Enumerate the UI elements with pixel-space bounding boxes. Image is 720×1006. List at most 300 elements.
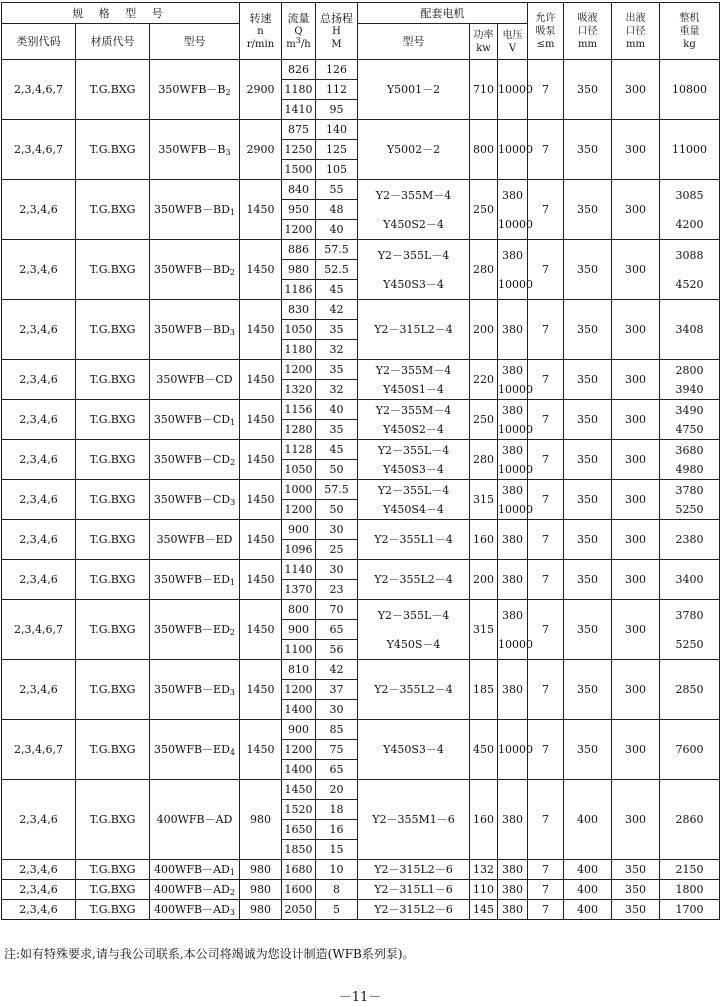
weight-cell (660, 360, 720, 400)
model-name: 350WFB－ED (154, 573, 230, 586)
weight-cell-value: 5250 (675, 502, 704, 516)
voltage-cell-value: 10000 (498, 743, 533, 756)
model-name: 350WFB－B (158, 143, 226, 156)
flow-cell: 1250 (282, 140, 316, 160)
head-cell: 42 (316, 660, 358, 680)
inlet-cell: 350 (564, 240, 612, 300)
motor-model-cell-value: Y2－355M－4 (375, 363, 452, 377)
voltage-cell (498, 560, 528, 600)
speed-cell: 1450 (240, 480, 282, 520)
flow-cell: 1850 (282, 840, 316, 860)
flow-cell: 1450 (282, 780, 316, 800)
model-cell (150, 720, 240, 780)
flow-cell: 1200 (282, 500, 316, 520)
motor-model-cell-value: Y2－355L－4 (377, 483, 450, 497)
table-row (2, 520, 720, 540)
suction-allow-cell: 7 (528, 900, 564, 920)
motor-model-cell-value: Y2－355M－4 (375, 403, 452, 417)
suction-allow-header: 允许 吸泵 ≤m (528, 3, 564, 60)
inlet-cell: 350 (564, 400, 612, 440)
speed-cell: 980 (240, 900, 282, 920)
motor-model-cell-value: Y450S3－4 (383, 277, 444, 291)
speed-cell: 1450 (240, 520, 282, 560)
inlet-cell: 400 (564, 880, 612, 900)
category-code-cell: 2,3,4,6 (2, 880, 76, 900)
power-cell: 315 (470, 600, 498, 660)
motor-model-cell (358, 60, 470, 120)
model-cell (150, 900, 240, 920)
model-cell (150, 300, 240, 360)
weight-cell-value: 2150 (675, 863, 704, 876)
category-code-cell: 2,3,4,6 (2, 360, 76, 400)
head-cell: 50 (316, 460, 358, 480)
table-row (2, 440, 720, 460)
model-name: 350WFB－ED (154, 743, 230, 756)
weight-cell-value: 3088 (675, 248, 704, 262)
table-row (2, 120, 720, 140)
flow-cell: 1180 (282, 80, 316, 100)
voltage-cell-value: 10000 (498, 502, 533, 516)
model-subscript: 1 (230, 418, 236, 427)
suction-allow-cell: 7 (528, 780, 564, 860)
weight-cell (660, 660, 720, 720)
weight-cell-value: 5250 (675, 637, 704, 651)
speed-cell: 1450 (240, 660, 282, 720)
head-cell: 32 (316, 380, 358, 400)
motor-model-cell-value: Y450S1－4 (383, 382, 444, 396)
head-cell: 65 (316, 760, 358, 780)
weight-cell-value: 7600 (675, 743, 704, 756)
flow-cell: 1186 (282, 280, 316, 300)
model-name: 350WFB－ED (156, 533, 233, 546)
voltage-cell-value: 380 (502, 608, 523, 622)
motor-model-cell-value: Y450S3－4 (383, 743, 444, 756)
motor-model-cell (358, 240, 470, 300)
category-code-cell: 2,3,4,6,7 (2, 600, 76, 660)
inlet-cell: 350 (564, 120, 612, 180)
voltage-cell-value: 380 (502, 483, 523, 497)
weight-cell-value: 4520 (675, 277, 704, 291)
motor-model-cell (358, 780, 470, 860)
material-code-cell: T.G.BXG (76, 560, 150, 600)
voltage-cell-value: 10000 (498, 637, 533, 651)
weight-cell-value: 3408 (675, 323, 704, 336)
motor-model-cell-value: Y450S2－4 (383, 217, 444, 231)
material-code-cell: T.G.BXG (76, 780, 150, 860)
outlet-cell: 300 (612, 300, 660, 360)
voltage-cell (498, 880, 528, 900)
model-name: 350WFB－BD (153, 203, 230, 216)
weight-cell-value: 3780 (675, 608, 704, 622)
table-row (2, 560, 720, 580)
head-cell: 5 (316, 900, 358, 920)
model-cell (150, 560, 240, 600)
flow-cell: 900 (282, 620, 316, 640)
flow-cell: 950 (282, 200, 316, 220)
outlet-cell: 300 (612, 120, 660, 180)
motor-model-cell (358, 480, 470, 520)
suction-allow-cell: 7 (528, 720, 564, 780)
flow-cell: 1128 (282, 440, 316, 460)
model-cell (150, 480, 240, 520)
category-code-cell: 2,3,4,6 (2, 440, 76, 480)
head-cell: 20 (316, 780, 358, 800)
category-code-cell: 2,3,4,6 (2, 180, 76, 240)
model-name: 400WFB－AD (154, 903, 230, 916)
model-name: 350WFB－B (158, 83, 226, 96)
speed-cell: 1450 (240, 360, 282, 400)
inlet-cell: 400 (564, 900, 612, 920)
outlet-cell: 300 (612, 520, 660, 560)
power-cell: 185 (470, 660, 498, 720)
model-name: 350WFB－CD (153, 493, 231, 506)
suction-allow-cell: 7 (528, 240, 564, 300)
power-cell: 160 (470, 780, 498, 860)
voltage-cell-value: 380 (502, 403, 523, 417)
weight-cell (660, 300, 720, 360)
inlet-cell: 350 (564, 300, 612, 360)
head-cell: 37 (316, 680, 358, 700)
outlet-cell: 350 (612, 900, 660, 920)
motor-model-cell (358, 560, 470, 600)
weight-cell-value: 2860 (675, 813, 704, 826)
model-cell (150, 880, 240, 900)
speed-cell: 2900 (240, 120, 282, 180)
suction-allow-cell: 7 (528, 560, 564, 600)
table-row (2, 860, 720, 880)
motor-model-cell (358, 180, 470, 240)
model-name: 400WFB－AD (154, 883, 230, 896)
suction-allow-cell: 7 (528, 120, 564, 180)
weight-cell (660, 400, 720, 440)
weight-cell-value: 11000 (672, 143, 707, 156)
head-cell: 30 (316, 700, 358, 720)
table-row (2, 300, 720, 320)
outlet-cell: 300 (612, 660, 660, 720)
flow-cell: 2050 (282, 900, 316, 920)
weight-cell (660, 900, 720, 920)
voltage-cell-value: 380 (502, 188, 523, 202)
outlet-cell: 300 (612, 60, 660, 120)
flow-cell: 1520 (282, 800, 316, 820)
power-cell: 220 (470, 360, 498, 400)
power-cell: 160 (470, 520, 498, 560)
material-code-cell: T.G.BXG (76, 660, 150, 720)
model-cell (150, 780, 240, 860)
weight-cell-value: 3085 (675, 188, 704, 202)
page-number: －11－ (338, 990, 382, 1005)
head-cell: 30 (316, 520, 358, 540)
inlet-cell: 350 (564, 60, 612, 120)
motor-model-cell-value: Y2－315L1－6 (374, 883, 453, 896)
suction-allow-cell: 7 (528, 520, 564, 560)
motor-model-cell-value: Y2－355L2－4 (374, 683, 453, 696)
model-subscript: 2 (230, 458, 236, 467)
speed-cell: 980 (240, 860, 282, 880)
motor-group-header: 配套电机 (358, 3, 528, 24)
category-code-cell: 2,3,4,6,7 (2, 720, 76, 780)
model-name: 350WFB－CD (153, 453, 231, 466)
head-cell: 65 (316, 620, 358, 640)
head-cell: 15 (316, 840, 358, 860)
suction-allow-cell: 7 (528, 440, 564, 480)
model-cell (150, 60, 240, 120)
category-code-cell: 2,3,4,6 (2, 860, 76, 880)
inlet-cell: 350 (564, 720, 612, 780)
material-code-cell: T.G.BXG (76, 180, 150, 240)
outlet-cell: 350 (612, 880, 660, 900)
model-subscript: 3 (225, 148, 231, 157)
flow-cell: 1680 (282, 860, 316, 880)
flow-cell: 1280 (282, 420, 316, 440)
weight-cell-value: 3490 (675, 403, 704, 417)
material-code-cell: T.G.BXG (76, 520, 150, 560)
weight-header: 整机 重量 kg (660, 3, 720, 60)
table-row (2, 600, 720, 620)
category-code-cell: 2,3,4,6 (2, 520, 76, 560)
table-row (2, 900, 720, 920)
power-cell: 250 (470, 400, 498, 440)
voltage-cell (498, 480, 533, 520)
suction-allow-cell: 7 (528, 400, 564, 440)
voltage-cell (498, 520, 528, 560)
suction-allow-cell: 7 (528, 860, 564, 880)
flow-cell: 800 (282, 600, 316, 620)
voltage-cell (498, 180, 533, 240)
voltage-cell (498, 360, 533, 400)
outlet-cell: 300 (612, 180, 660, 240)
voltage-header: 电压 V (498, 24, 528, 60)
motor-model-cell-value: Y2－355L－4 (377, 443, 450, 457)
voltage-cell (498, 400, 533, 440)
weight-cell-value: 3780 (675, 483, 704, 497)
motor-model-cell-value: Y2－315L2－6 (374, 903, 453, 916)
speed-cell: 980 (240, 880, 282, 900)
weight-cell (660, 240, 720, 300)
flow-cell: 875 (282, 120, 316, 140)
voltage-cell-value: 10000 (498, 382, 533, 396)
model-header: 型号 (150, 24, 240, 60)
model-subscript: 1 (229, 868, 235, 877)
model-cell (150, 440, 240, 480)
model-subscript: 2 (229, 628, 235, 637)
head-cell: 8 (316, 880, 358, 900)
suction-allow-cell: 7 (528, 600, 564, 660)
model-subscript: 2 (229, 268, 235, 277)
voltage-cell (498, 300, 528, 360)
voltage-cell (498, 720, 533, 780)
model-subscript: 1 (229, 578, 235, 587)
head-cell: 10 (316, 860, 358, 880)
flow-cell: 1370 (282, 580, 316, 600)
motor-model-cell-value: Y2－315L2－4 (374, 323, 453, 336)
motor-model-header: 型号 (358, 24, 470, 60)
flow-cell: 1156 (282, 400, 316, 420)
head-cell: 126 (316, 60, 358, 80)
model-name: 350WFB－CD (156, 373, 233, 386)
head-cell: 55 (316, 180, 358, 200)
motor-model-cell (358, 300, 470, 360)
weight-cell-value: 1700 (675, 903, 704, 916)
head-cell: 40 (316, 400, 358, 420)
head-cell: 52.5 (316, 260, 358, 280)
power-cell: 145 (470, 900, 498, 920)
category-code-cell: 2,3,4,6 (2, 780, 76, 860)
power-cell: 132 (470, 860, 498, 880)
motor-model-cell-value: Y2－315L2－6 (374, 863, 453, 876)
power-cell: 110 (470, 880, 498, 900)
motor-model-cell (358, 720, 470, 780)
voltage-cell (498, 120, 533, 180)
head-header: 总扬程 H M (316, 3, 358, 60)
outlet-cell: 300 (612, 480, 660, 520)
weight-cell (660, 860, 720, 880)
outlet-cell: 300 (612, 360, 660, 400)
model-name: 350WFB－BD (153, 323, 230, 336)
motor-model-cell-value: Y2－355L1－4 (374, 533, 453, 546)
flow-cell: 1050 (282, 460, 316, 480)
voltage-cell (498, 860, 528, 880)
weight-cell (660, 560, 720, 600)
speed-cell: 1450 (240, 240, 282, 300)
head-cell: 35 (316, 420, 358, 440)
weight-cell (660, 440, 720, 480)
power-cell: 250 (470, 180, 498, 240)
motor-model-cell-value: Y2－355L－4 (377, 608, 450, 622)
outlet-cell: 300 (612, 720, 660, 780)
voltage-cell-value: 380 (502, 903, 523, 916)
motor-model-cell-value: Y2－355M1－6 (372, 813, 455, 826)
speed-cell: 1450 (240, 300, 282, 360)
material-code-header: 材质代号 (76, 24, 150, 60)
speed-cell: 980 (240, 780, 282, 860)
motor-model-cell (358, 600, 470, 660)
suction-allow-cell: 7 (528, 880, 564, 900)
flow-header: 流量 Q $m^3/h$ (282, 3, 316, 60)
head-cell: 57.5 (316, 240, 358, 260)
head-cell: 140 (316, 120, 358, 140)
outlet-cell: 350 (612, 860, 660, 880)
spec-group-header: 规 格 型 号 (2, 3, 240, 24)
model-subscript: 2 (229, 888, 235, 897)
model-cell (150, 120, 240, 180)
table-row (2, 660, 720, 680)
speed-cell: 1450 (240, 720, 282, 780)
category-code-cell: 2,3,4,6 (2, 240, 76, 300)
inlet-cell: 400 (564, 780, 612, 860)
table-row (2, 240, 720, 260)
flow-cell: 1200 (282, 680, 316, 700)
speed-cell: 1450 (240, 600, 282, 660)
model-name: 350WFB－CD (153, 413, 231, 426)
material-code-cell: T.G.BXG (76, 480, 150, 520)
head-cell: 25 (316, 540, 358, 560)
material-code-cell: T.G.BXG (76, 60, 150, 120)
flow-cell: 1000 (282, 480, 316, 500)
head-cell: 105 (316, 160, 358, 180)
motor-model-cell (358, 360, 470, 400)
flow-cell: 980 (282, 260, 316, 280)
outlet-cell: 300 (612, 600, 660, 660)
table-row (2, 60, 720, 80)
weight-cell (660, 480, 720, 520)
voltage-cell-value: 380 (502, 323, 523, 336)
head-cell: 70 (316, 600, 358, 620)
model-name: 350WFB－BD (153, 263, 230, 276)
table-row (2, 880, 720, 900)
head-cell: 45 (316, 280, 358, 300)
flow-cell: 1180 (282, 340, 316, 360)
voltage-cell-value: 380 (502, 573, 523, 586)
weight-cell (660, 720, 720, 780)
material-code-cell: T.G.BXG (76, 300, 150, 360)
motor-model-cell (358, 400, 470, 440)
category-code-cell: 2,3,4,6 (2, 400, 76, 440)
head-cell: 45 (316, 440, 358, 460)
motor-model-cell-value: Y2－355M－4 (375, 188, 452, 202)
flow-cell: 900 (282, 520, 316, 540)
motor-model-cell (358, 900, 470, 920)
outlet-cell: 300 (612, 560, 660, 600)
head-cell: 18 (316, 800, 358, 820)
head-cell: 56 (316, 640, 358, 660)
head-cell: 48 (316, 200, 358, 220)
category-code-header: 类别代码 (2, 24, 76, 60)
voltage-cell (498, 900, 528, 920)
flow-cell: 1140 (282, 560, 316, 580)
head-cell: 16 (316, 820, 358, 840)
motor-model-cell-value: Y450S3－4 (383, 462, 444, 476)
voltage-cell-value: 380 (502, 683, 523, 696)
model-cell (150, 180, 240, 240)
suction-allow-cell: 7 (528, 300, 564, 360)
flow-cell: 1200 (282, 740, 316, 760)
model-subscript: 2 (225, 88, 231, 97)
flow-cell: 840 (282, 180, 316, 200)
weight-cell (660, 180, 720, 240)
weight-cell (660, 60, 720, 120)
flow-cell: 826 (282, 60, 316, 80)
head-cell: 112 (316, 80, 358, 100)
power-cell: 315 (470, 480, 498, 520)
weight-cell-value: 1800 (675, 883, 704, 896)
model-name: 400WFB－AD (154, 863, 230, 876)
model-name: 400WFB－AD (156, 813, 233, 826)
motor-model-cell (358, 440, 470, 480)
outlet-cell: 300 (612, 240, 660, 300)
category-code-cell: 2,3,4,6,7 (2, 60, 76, 120)
flow-cell: 1410 (282, 100, 316, 120)
weight-cell-value: 3680 (675, 443, 704, 457)
inlet-header: 吸液 口径 mm (564, 3, 612, 60)
model-subscript: 3 (229, 328, 235, 337)
head-cell: 23 (316, 580, 358, 600)
model-subscript: 4 (229, 748, 235, 757)
spec-table-body (2, 60, 720, 920)
flow-cell: 830 (282, 300, 316, 320)
flow-cell: 1200 (282, 360, 316, 380)
suction-allow-cell: 7 (528, 180, 564, 240)
head-cell: 42 (316, 300, 358, 320)
model-cell (150, 860, 240, 880)
head-cell: 57.5 (316, 480, 358, 500)
head-cell: 30 (316, 560, 358, 580)
head-cell: 35 (316, 320, 358, 340)
table-row (2, 480, 720, 500)
weight-cell-value: 2380 (675, 533, 704, 546)
weight-cell-value: 2850 (675, 683, 704, 696)
motor-model-cell-value: Y2－355L－4 (377, 248, 450, 262)
